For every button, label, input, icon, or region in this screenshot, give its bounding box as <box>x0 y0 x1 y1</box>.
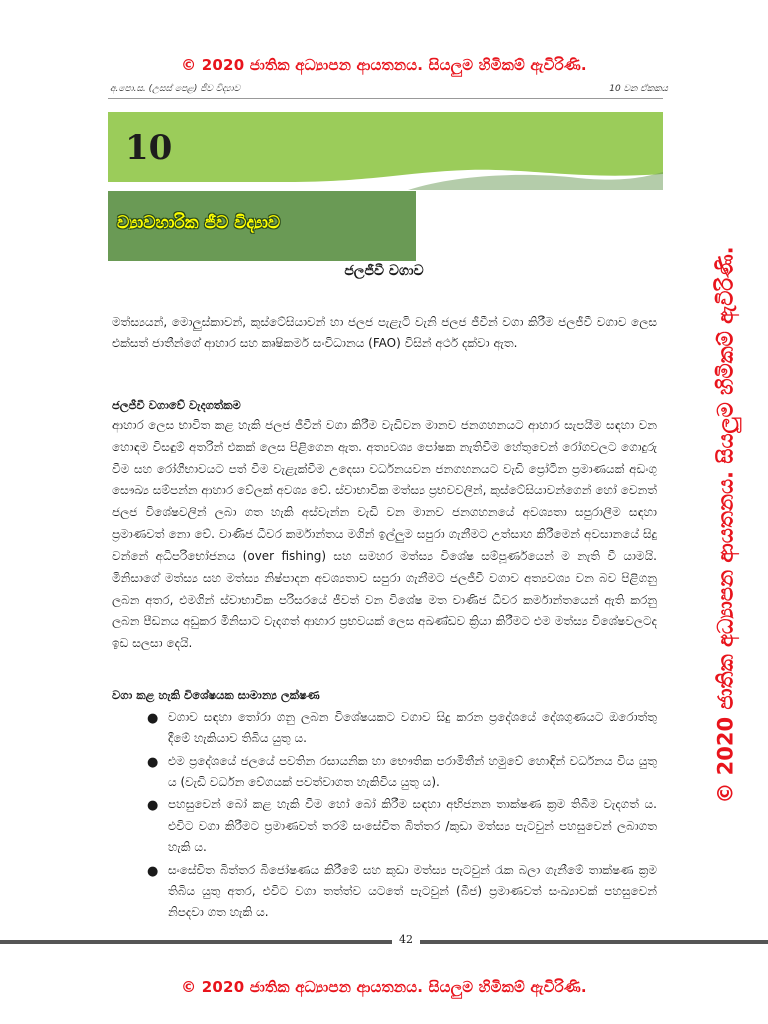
chapter-banner <box>108 112 663 190</box>
side-copyright-text: © 2020 ජාතික අධ්‍යාපන ආයතනය. සියලුම හිමිකම් ඇවිරිණි. <box>713 246 738 804</box>
characteristics-heading: වගා කළ හැකි විශේෂයක සාමාන්‍ය ලක්ෂණ <box>112 688 320 702</box>
intro-paragraph: මත්ස්‍යයන්, මොලුස්කාවන්, කුස්ටේසියාවන් හා ජලජ පැළැටි වැනි ජලජ ජීවීන් වගා කිරීම ජලජීවී වගාව ලෙස එක්සත් ජාතීන්ගේ ආහාර සහ කෘෂිකර්ම සංවිධානය (FAO) විසින් අර්ථ දක්වා ඇත. <box>112 315 657 351</box>
list-item-text: සංසේචිත බිත්තර බිජෝෂණය කිරීමේ සහ කුඩා මත්ස්‍ය පැටවුන් රැක බලා ගැනීමේ තාක්ෂණ ක්‍රම තිබිය යුතු අතර, එවිට වගා තත්ත්ව යටතේ පැටවුන් (බීජ) ප්‍රමාණවත් සංඛ්‍යාවක් පහසුවෙන් නිපදවා ගත හැකි ය. <box>168 862 657 920</box>
side-copyright-watermark <box>706 205 746 845</box>
section-heading: ජලජීවී වගාව <box>344 263 424 279</box>
bullet-icon: ● <box>147 711 159 726</box>
chapter-title: ව්‍යාවහාරික ජීව විද්‍යාව <box>117 213 281 233</box>
footer-rule-left <box>0 940 392 944</box>
copyright-notice-top: © 2020 ජාතික අධ්‍යාපන ආයතනය. සියලුම හිමිකම් ඇවිරිණි. <box>181 56 587 74</box>
header-rule <box>108 98 663 99</box>
footer-rule-right <box>420 940 768 944</box>
running-head-right: 10 වන ඒකකය <box>609 84 668 94</box>
running-head-left: අ.පො.ස. (උසස් පෙළ) ජීව විද්‍යාව <box>110 84 241 94</box>
page-number: 42 <box>399 933 413 946</box>
banner-wave-graphic <box>108 112 663 190</box>
list-item <box>145 794 657 858</box>
list-item <box>145 751 657 794</box>
list-item <box>145 860 657 924</box>
chapter-number: 10 <box>125 128 173 168</box>
copyright-notice-bottom: © 2020 ජාතික අධ්‍යාපන ආයතනය. සියලුම හිමිකම් ඇවිරිණි. <box>181 978 587 996</box>
bullet-icon: ● <box>147 863 159 879</box>
importance-heading: ජලජීවී වගාවේ වැදගත්කම <box>112 398 241 412</box>
bullet-icon: ● <box>147 754 159 770</box>
list-item <box>145 707 657 750</box>
characteristics-list <box>145 707 657 925</box>
list-item-text: වගාව සඳහා තෝරා ගනු ලබන විශේෂයකට වගාව සිදු කරන ප්‍රදේශයේ දේශගුණයට ඔරොත්තු දීමේ හැකියාව තිබිය යුතු ය. <box>168 710 657 746</box>
importance-paragraph: ආහාර ලෙස භාවිත කළ හැකි ජලජ ජීවීන් වගා කිරීම වැඩිවන මානව ජනගහනයට ආහාර සැපයීම සඳහා වන හොඳම විසඳුම් අතරින් එකක් ලෙස පිළිගෙන ඇත. අත්‍යවශ්‍ය පෝෂක නැතිවීම හේතුවෙන් රෝගවලට ගොදුරු වීම සහ රෝගීභාවයට පත් වීම වැළැක්වීම උදෙසා වර්ධනයවන ජනගහනයට වැඩි ප්‍රෝටීන ප්‍රමාණයක් අඩංගු සෞඛ්‍ය සම්පන්න ආහාර වේලක් අවශ්‍ය වේ. ස්වාභාවික මත්ස්‍ය ප්‍රභවවලින්, කුස්ටේසියාවන්ගෙන් හෝ වෙනත් ජලජ විශේෂවලින් ලබා ගත හැකි අස්වැන්න වැඩි වන මානව ජනගහනයේ අවශ්‍යතා සපුරාලීම සඳහා ප්‍රමාණවත් නො වේ. වාණිජ ධීවර කර්මාන්තය මගින් ඉල්ලුම සපුරා ගැනීමට උත්සාහ කිරීමෙන් අවසානයේ සිදු වන්නේ අධිපරිභෝජනය (over fishing) සහ සමහර මත්ස්‍ය විශේෂ සම්පූර්ණයෙන් ම නැති වී යාමයි. මිනිසාගේ මත්ස්‍ය සහ මත්ස්‍ය නිෂ්පාදන අවශ්‍යතාව සපුරා ගැනීමට ජලජීවී වගාව අත්‍යවශ්‍ය වන බව පිළිගනු ලබන අතර, එමගින් ස්වාභාවික පරිසරයේ ජීවත් වන විශේෂ මත වාණිජ ධීවර කර්මාන්තයෙන් ඇති කරනු ලබන පීඩනය අඩුකර මිනිසාට වැදගත් ආහාර ප්‍රභවයක් ලෙස අඛණ්ඩව ක්‍රියා කිරීමට එම මත්ස්‍ය විශේෂවලටද ඉඩ සලසා දෙයි. <box>112 418 657 651</box>
list-item-text: පහසුවෙන් බෝ කළ හැකි වීම හෝ බෝ කිරීම සඳහා අභිජනන තාක්ෂණ ක්‍රම තිබීම වැදගත් ය. එවිට වගා කිරීමට ප්‍රමාණවත් තරම් සංසේචිත බිත්තර /කුඩා මත්ස්‍ය පැටවුන් පහසුවෙන් ලබාගත හැකි ය. <box>168 797 657 855</box>
list-item-text: එම ප්‍රදේශයේ ජලයේ පවතින රසායනික හා භෞතික පරාමිතීන් හමුවේ හොඳින් වර්ධනය විය යුතු ය (වැඩි වර්ධන වේගයක් පවත්වාගත හැකිවිය යුතු ය). <box>168 753 657 790</box>
bullet-icon: ● <box>147 798 159 814</box>
